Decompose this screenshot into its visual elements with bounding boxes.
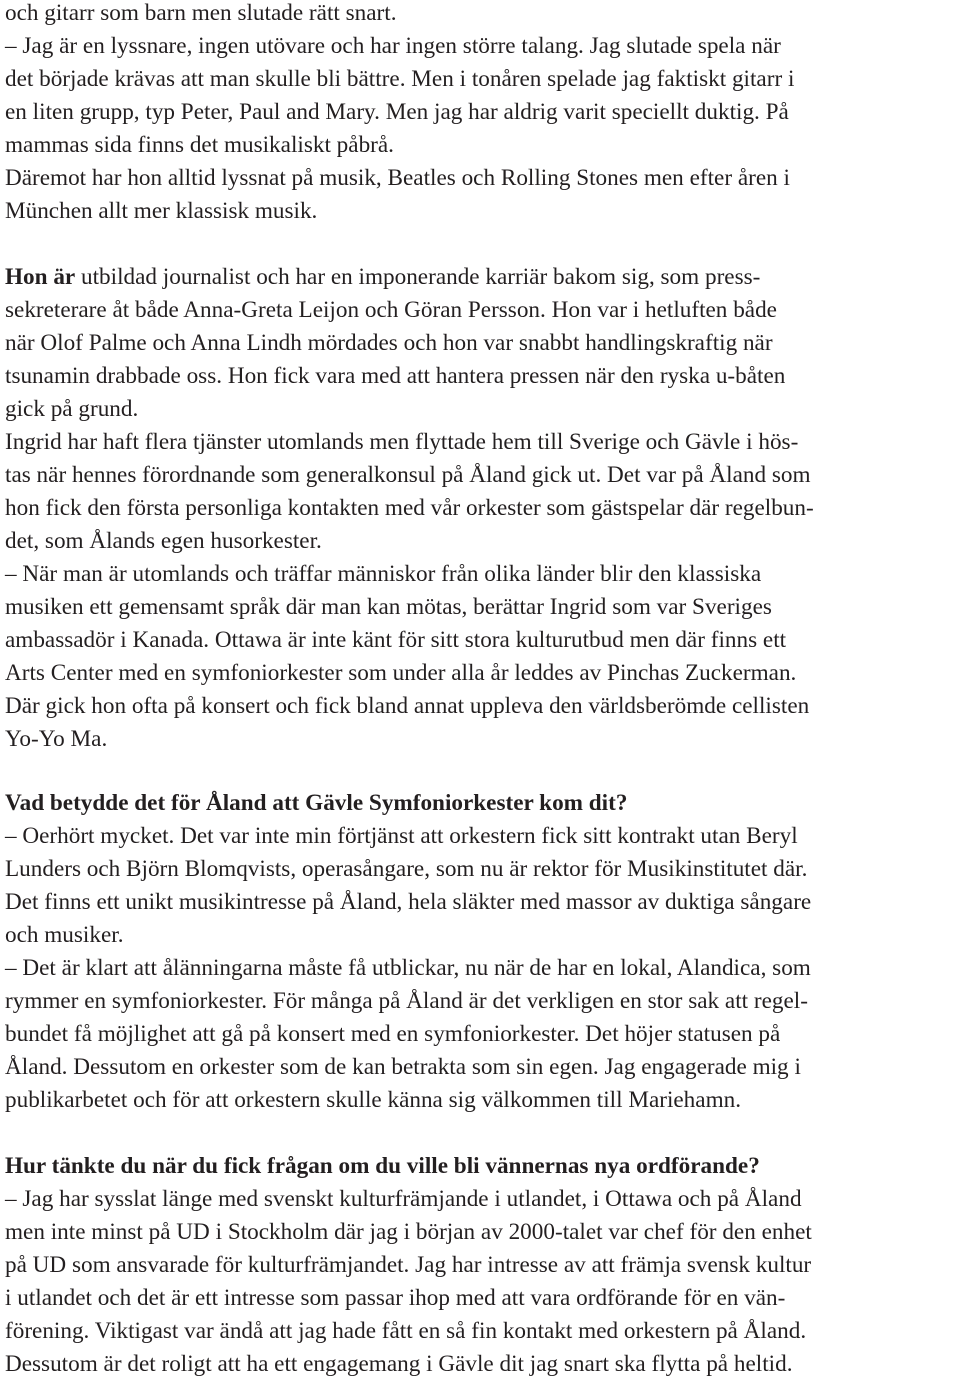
text-line: sekreterare åt både Anna-Greta Leijon och Göran Persson. Hon var i hetluften både (5, 297, 777, 323)
text-line: rymmer en symfoniorkester. För många på Åland är det verkligen en stor sak att regel- (5, 988, 808, 1014)
text-line: det började krävas att man skulle bli bättre. Men i tonåren spelade jag faktiskt gitarr i (5, 66, 795, 92)
text-line: när Olof Palme och Anna Lindh mördades och hon var snabbt handlingskraftig när (5, 330, 773, 356)
text-line: musiken ett gemensamt språk där man kan mötas, berättar Ingrid som var Sveriges (5, 594, 772, 620)
text-line: Det finns ett unikt musikintresse på Åland, hela släkter med massor av duktiga sångare (5, 889, 812, 915)
text-line: – Jag är en lyssnare, ingen utövare och har ingen större talang. Jag slutade spela när (5, 33, 781, 59)
text-line: Lunders och Björn Blomqvists, operasångare, som nu är rektor för Musikinstitutet där. (5, 856, 808, 882)
text-line: Där gick hon ofta på konsert och fick bland annat uppleva den världsberömde cellisten (5, 693, 810, 719)
text-line: – Jag har sysslat länge med svenskt kulturfrämjande i utlandet, i Ottawa och på Åland (5, 1186, 802, 1212)
question-heading: Hur tänkte du när du fick frågan om du ville bli vännernas nya ordförande? (5, 1153, 760, 1179)
text-line: gick på grund. (5, 396, 139, 422)
text-line: Ingrid har haft flera tjänster utomlands men flyttade hem till Sverige och Gävle i hös- (5, 429, 799, 455)
text-line: – Oerhört mycket. Det var inte min förtjänst att orkestern fick sitt kontrakt utan Beryl (5, 823, 798, 849)
text-line: på UD som ansvarade för kulturfrämjandet. Jag har intresse av att främja svensk kultur (5, 1252, 812, 1278)
question-heading: Vad betydde det för Åland att Gävle Symfoniorkester kom dit? (5, 790, 628, 816)
text-line: i utlandet och det är ett intresse som passar ihop med att vara ordförande för en vän- (5, 1285, 786, 1311)
text-line: Däremot har hon alltid lyssnat på musik, Beatles och Rolling Stones men efter åren i (5, 165, 790, 191)
text-line: men inte minst på UD i Stockholm där jag i början av 2000-talet var chef för den enhet (5, 1219, 812, 1245)
paragraph-lead: Hon är (5, 264, 76, 290)
text-line: och gitarr som barn men slutade rätt snart. (5, 0, 397, 26)
text-line: bundet få möjlighet att gå på konsert med en symfoniorkester. Det höjer statusen på (5, 1021, 781, 1047)
text-line: Yo-Yo Ma. (5, 726, 108, 752)
text-line: München allt mer klassisk musik. (5, 198, 318, 224)
text-run: utbildad journalist och har en imponerande karriär bakom sig, som press- (75, 264, 761, 290)
text-line: ambassadör i Kanada. Ottawa är inte känt för sitt stora kulturutbud men där finns ett (5, 627, 787, 653)
text-line: det, som Ålands egen husorkester. (5, 528, 322, 554)
text-line: hon fick den första personliga kontakten med vår orkester som gästspelar där regelbun- (5, 495, 814, 521)
text-line (5, 261, 760, 293)
text-line: och musiker. (5, 922, 124, 948)
text-line: tas när hennes förordnande som generalkonsul på Åland gick ut. Det var på Åland som (5, 462, 811, 488)
text-line: – Det är klart att ålänningarna måste få utblickar, nu när de har en lokal, Alandica, som (5, 955, 811, 981)
text-line: – När man är utomlands och träffar människor från olika länder blir den klassiska (5, 561, 762, 587)
text-line: Arts Center med en symfoniorkester som under alla år leddes av Pinchas Zuckerman. (5, 660, 797, 686)
text-line: Åland. Dessutom en orkester som de kan betrakta som sin egen. Jag engagerade mig i (5, 1054, 801, 1080)
text-line: Dessutom är det roligt att ha ett engagemang i Gävle dit jag snart ska flytta på heltid. (5, 1351, 793, 1377)
text-line: tsunamin drabbade oss. Hon fick vara med att hantera pressen när den ryska u-båten (5, 363, 786, 389)
text-line: en liten grupp, typ Peter, Paul and Mary. Men jag har aldrig varit speciellt duktig. På (5, 99, 789, 125)
text-line: publikarbetet och för att orkestern skulle känna sig välkommen till Mariehamn. (5, 1087, 741, 1113)
text-line: förening. Viktigast var ändå att jag hade fått en så fin kontakt med orkestern på Åland. (5, 1318, 807, 1344)
text-line: mammas sida finns det musikaliskt påbrå. (5, 132, 394, 158)
